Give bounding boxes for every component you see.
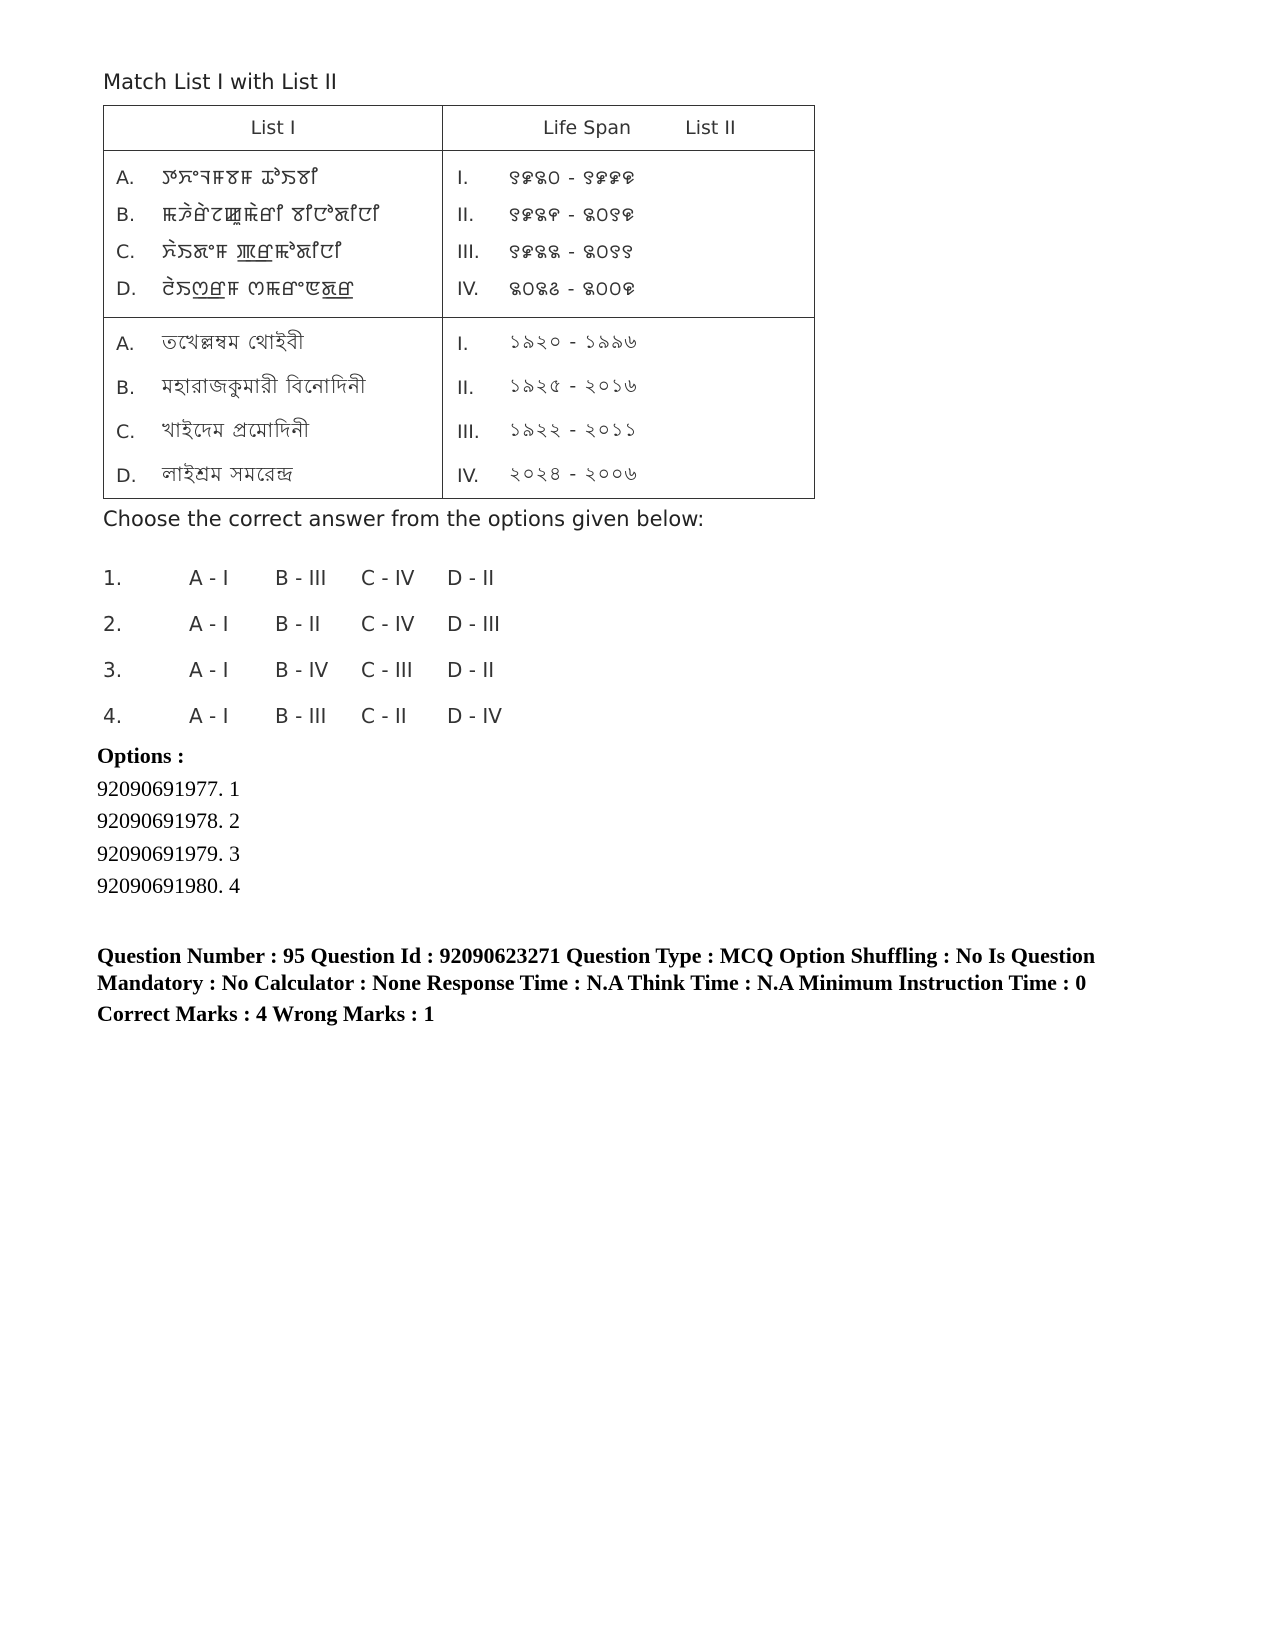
list2-row: IV. ২০২৪ - ২০০৬ xyxy=(443,454,814,498)
list1-row: D. লাইশ্রম সমরেন্দ্র xyxy=(104,454,442,498)
header-right xyxy=(443,106,815,151)
list1-row: A. তখেল্লম্বম থোইবী xyxy=(104,322,442,366)
list1-row: C. খাইদেম প্রমোদিনী xyxy=(104,410,442,454)
person-name: তখেল্লম্বম থোইবী xyxy=(162,329,305,354)
match-table xyxy=(103,105,815,499)
answer-choices xyxy=(103,555,533,739)
life-span: ꯲꯰꯲꯴ - ꯲꯰꯰꯶ xyxy=(509,277,637,300)
options-heading: Options : xyxy=(97,743,185,768)
list2-row: III. ১৯২২ - ২০১১ xyxy=(443,410,814,454)
option-item: 92090691980. 4 xyxy=(97,873,240,898)
block-meitei xyxy=(104,151,815,318)
list2-row: III. ꯱꯹꯲꯲ - ꯲꯰꯱꯱ xyxy=(457,240,634,263)
option-item: 92090691977. 1 xyxy=(97,775,240,801)
answer-choice: 2. A - I B - II C - IV D - III xyxy=(103,612,501,636)
list1-row: B. ꯃꯍꯥꯔꯥꯖꯀꯨꯃꯥꯔꯤ ꯕꯤꯅꯣꯗꯤꯅꯤ xyxy=(116,202,381,226)
life-span: ꯱꯹꯲꯵ - ꯲꯰꯱꯶ xyxy=(509,203,636,226)
list1-row: A. ꯇꯈꯦꯜꯝꯕꯝ ꯊꯣꯏꯕꯤ xyxy=(116,165,319,189)
meta-line-1: Question Number : 95 Question Id : 92090623271 Question Type : MCQ Option Shuffling : No Is Question xyxy=(97,943,1096,968)
life-span: ২০২৪ - ২০০৬ xyxy=(509,463,638,485)
list2-row: I. ꯱꯹꯲꯰ - ꯱꯹꯹꯶ xyxy=(457,166,636,189)
person-name: ꯈꯥꯏꯗꯦꯝ ꯄ꯭ꯔꯃꯣꯗꯤꯅꯤ xyxy=(162,239,343,263)
question-title: Match List I with List II xyxy=(103,70,338,94)
list1-row: D. ꯂꯥꯏꯁ꯭ꯔꯝ ꯁꯃꯔꯦꯟꯗ꯭ꯔ xyxy=(116,276,355,300)
block-bengali xyxy=(104,318,815,499)
option-item: 92090691979. 3 xyxy=(97,840,240,866)
list2-row: II. ১৯২৫ - ২০১৬ xyxy=(443,366,814,410)
answer-choice: 4. A - I B - III C - II D - IV xyxy=(103,704,502,728)
answer-choice: 1. A - I B - III C - IV D - II xyxy=(103,566,495,590)
person-name: ꯃꯍꯥꯔꯥꯖꯀꯨꯃꯥꯔꯤ ꯕꯤꯅꯣꯗꯤꯅꯤ xyxy=(162,202,381,226)
list2-row: I. ১৯২০ - ১৯৯৬ xyxy=(443,322,814,366)
person-name: মহারাজকুমারী বিনোদিনী xyxy=(162,373,367,398)
header-list1: List I xyxy=(104,106,443,151)
answer-choice: 3. A - I B - IV C - III D - II xyxy=(103,658,495,682)
meta-line-2: Mandatory : No Calculator : None Response Time : N.A Think Time : N.A Minimum Instruction Time : 0 xyxy=(97,970,1087,995)
life-span: ꯱꯹꯲꯰ - ꯱꯹꯹꯶ xyxy=(509,166,636,189)
life-span: ১৯২৫ - ২০১৬ xyxy=(509,375,638,397)
life-span: ꯱꯹꯲꯲ - ꯲꯰꯱꯱ xyxy=(509,240,634,263)
person-name: ꯂꯥꯏꯁ꯭ꯔꯝ ꯁꯃꯔꯦꯟꯗ꯭ꯔ xyxy=(162,276,355,300)
header-list2: List II xyxy=(685,117,736,139)
question-metadata xyxy=(97,942,1207,1027)
header-life-span: Life Span xyxy=(543,117,632,139)
list1-row: C. ꯈꯥꯏꯗꯦꯝ ꯄ꯭ꯔꯃꯣꯗꯤꯅꯤ xyxy=(116,239,343,263)
list2-row: II. ꯱꯹꯲꯵ - ꯲꯰꯱꯶ xyxy=(457,203,636,226)
person-name: খাইদেম প্রমোদিনী xyxy=(162,417,311,442)
answer-prompt: Choose the correct answer from the options given below: xyxy=(103,507,705,531)
options-section xyxy=(97,740,240,903)
option-item: 92090691978. 2 xyxy=(97,808,240,833)
list1-row: B. মহারাজকুমারী বিনোদিনী xyxy=(104,366,442,410)
list2-row: IV. ꯲꯰꯲꯴ - ꯲꯰꯰꯶ xyxy=(457,277,637,300)
person-name: ꯇꯈꯦꯜꯝꯕꯝ ꯊꯣꯏꯕꯤ xyxy=(162,165,319,189)
life-span: ১৯২২ - ২০১১ xyxy=(509,419,638,441)
person-name: লাইশ্রম সমরেন্দ্র xyxy=(162,461,294,486)
meta-line-3: Correct Marks : 4 Wrong Marks : 1 xyxy=(97,1001,435,1026)
life-span: ১৯২০ - ১৯৯৬ xyxy=(509,331,638,353)
